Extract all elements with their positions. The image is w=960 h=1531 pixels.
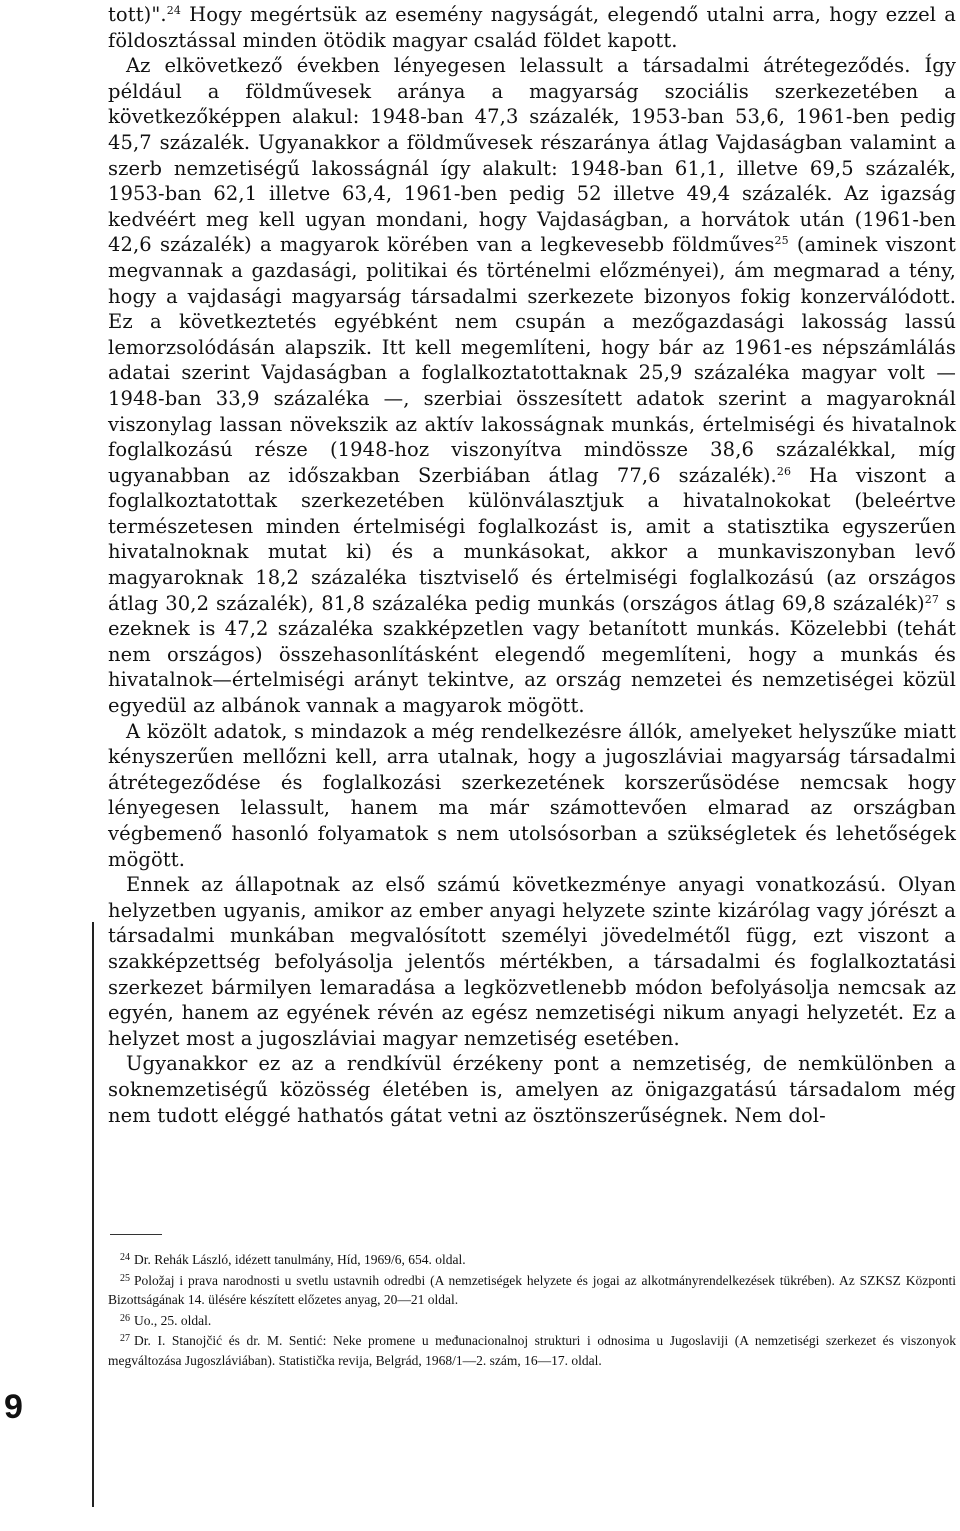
footnote-mark: 24	[120, 1252, 130, 1263]
footnote-reference: 27	[924, 592, 939, 606]
footnote-reference: 26	[776, 464, 792, 478]
footnote-text: Dr. Rehák László, idézett tanulmány, Híd, 1969/6, 654. oldal.	[134, 1252, 466, 1267]
paragraph-text: (aminek viszont megvannak a gazdasági, politikai és történelmi előzményei), ám megmarad a tény, hogy a vajdasági magyarság társadalmi szerkezete bizonyos fokig konzerválódott. Ez a következtetés egyébként nem csupán a mezőgazdasági lakosság lassú lemorzsolódásán alapszik. Itt kell megemlíteni, hogy bár az 1961-es népszámlálás adatai szerint Vajdaságban a foglalkoztatottaknak 25,9 százaléka magyar volt — 1948-ban 33,9 százaléka —, szerbiai összesített adatok szerint a magyaroknál viszonylag lassan növekszik az aktív lakosságnak munkás, értelmiségi és hivatalnok foglalkozású része (1948-hoz viszonyítva mindössze 38,6 százalékkal, míg ugyanabban az időszakban Szerbiában átlag 77,6 százalék).	[108, 233, 956, 487]
paragraph-text: Ha viszont a foglalkoztatottak szerkezetében különválasztjuk a hivatalnokokat (beleértve természetesen minden értelmiségi foglalkozást is, amit a statisztika egyszerűen hivatalnoknak mutat ki) és a munkásokat, akkor a munkaviszonyban levő magyaroknak 18,2 százaléka tisztviselő és értelmiségi foglalkozású (az országos átlag 30,2 százalék), 81,8 százaléka pedig munkás (országos átlag 69,8 százalék)	[108, 463, 956, 615]
footnote-mark: 26	[120, 1312, 130, 1324]
margin-rule	[92, 922, 94, 1507]
footnote	[108, 1250, 956, 1270]
footnotes	[108, 1250, 956, 1371]
paragraph	[108, 2, 956, 53]
footnote-mark: 27	[120, 1333, 130, 1344]
footnote-text: Dr. I. Stanojčić és dr. M. Sentić: Neke promene u međunacionalnoj strukturi i odnosima u Jugoslaviji (A nemzetiségi szerkezet és viszonyok megváltozása Jugoszláviában). Statistička revija, Belgrád, 1968/1—2. szám, 16—17. oldal.	[108, 1333, 956, 1368]
paragraph	[108, 1051, 956, 1128]
paragraph-text: Ennek az állapotnak az első számú következménye anyagi vonatkozású. Olyan helyzetben ugyanis, amikor az ember anyagi helyzete szinte kizárólag vagy jórészt a társadalmi munkában megvalósított személyi jövedelmétől függ, ezt viszont a szakképzettség befolyásolja jelentős mértékben, a társadalmi és foglalkoztatási szerkezet bármilyen lemaradása a legközvetlenebb módon befolyásolja nemcsak az egyén, hanem az egyének révén az egész nemzetiségi nikum anyagi helyzetét. Ez a helyzet most a jugoszláviai magyar nemzetiség esetében.	[108, 873, 956, 1050]
body-text	[108, 2, 956, 1128]
footnote	[108, 1271, 956, 1310]
footnote-text: Uo., 25. oldal.	[134, 1312, 212, 1328]
paragraph	[108, 53, 956, 718]
paragraph	[108, 872, 956, 1051]
paragraph-text: tott)".	[108, 3, 167, 26]
footnote-separator	[110, 1234, 162, 1235]
paragraph-text: Az elkövetkező években lényegesen lelassult a társadalmi átrétegeződés. Így például a földművesek aránya a magyarság szociális szerkezetében a következőképpen alakul: 1948-ban 47,3 százalék, 1953-ban 53,6, 1961-ben pedig 45,7 százalék. Ugyanakkor a földművesek részaránya átlag Vajdaságban valamint a szerb nemzetiségű lakosságnál így alakult: 1948-ban 61,1, illetve 69,5 százalék, 1953-ban 62,1 illetve 63,4, 1961-ben pedig 52 illetve 49,4 százalék. Az igazság kedvéért meg kell ugyan mondani, hogy Vajdaságban, a horvátok után (1961-ben 42,6 százalék) a magyarok körében van a legkevesebb földműves	[108, 54, 956, 257]
footnote-mark: 25	[120, 1272, 130, 1284]
footnote-reference: 25	[774, 234, 789, 248]
page-number: 9	[4, 1388, 23, 1426]
paragraph-text: Hogy megértsük az esemény nagyságát, elegendő utalni arra, hogy ezzel a földosztással minden ötödik magyar család földet kapott.	[108, 3, 956, 52]
footnote-reference: 24	[166, 4, 181, 17]
paragraph-text: A közölt adatok, s mindazok a még rendelkezésre állók, amelyeket helyszűke miatt kényszerűen mellőzni kell, arra utalnak, hogy a jugoszláviai magyarság társadalmi átrétegeződése és foglalkozási szerkezetének korszerűsödése nemcsak hogy lényegesen lelassult, hanem ma már számottevően elmarad az országban végbemenő hasonló folyamatok s nem utolsósorban a szükségletek és lehetőségek mögött.	[108, 719, 956, 871]
paragraph	[108, 719, 956, 873]
paragraph-text: s ezeknek is 47,2 százaléka szakképzetlen vagy betanított munkás. Közelebbi (tehát nem országos) összehasonlításként elegendő megemlíteni, hogy a munkás és hivatalnok—értelmiségi arányt tekintve, az ország nemzetei és nemzetiségei közül egyedül az albánok vannak a magyarok mögött.	[108, 591, 956, 718]
footnote	[108, 1311, 956, 1331]
paragraph-text: Ugyanakkor ez az a rendkívül érzékeny pont a nemzetiség, de nemkülönben a soknemzetiségű közösség életében is, amelyen az önigazgatású társadalom még nem tudott eléggé hathatós gátat vetni az ösztönszerűségnek. Nem dol-	[108, 1052, 956, 1127]
footnote-text: Položaj i prava narodnosti u svetlu ustavnih odredbi (A nemzetiségek helyzete és jogai az alkotmányrendelkezések tükrében). Az SZKSZ Központi Bizottságának 14. ülésére készített előzetes anyag, 20—21 oldal.	[108, 1272, 956, 1307]
footnote	[108, 1331, 956, 1370]
